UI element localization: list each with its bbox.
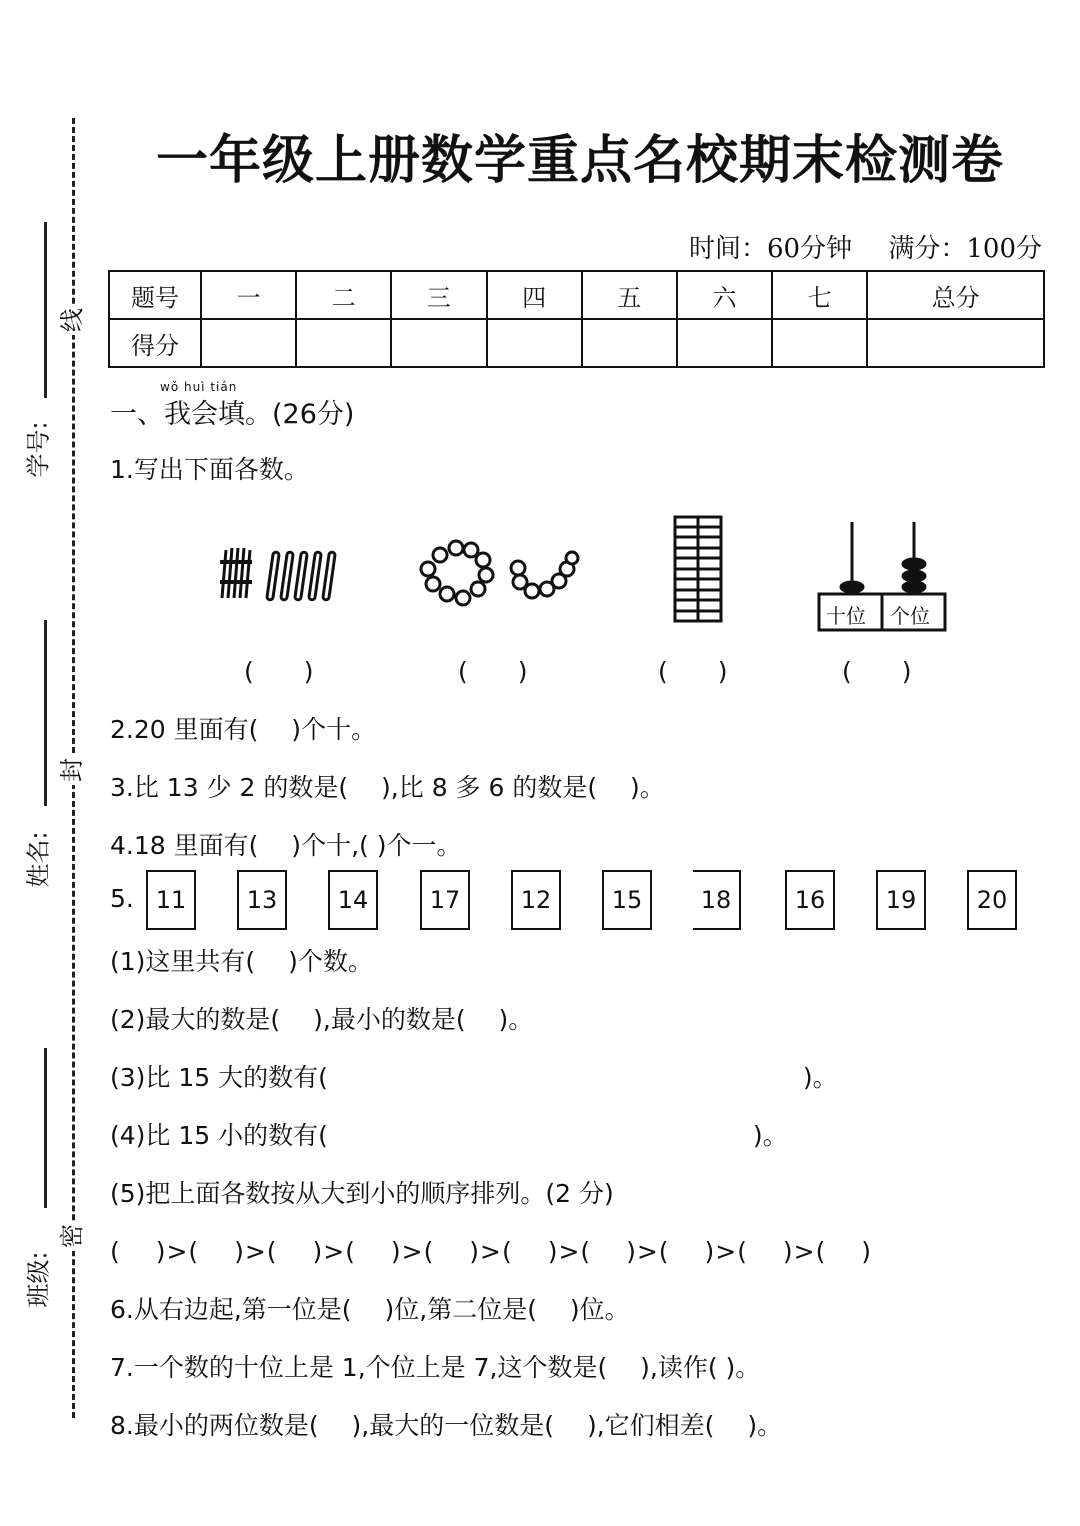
- number-card: 14: [328, 870, 378, 930]
- field-line-student-id: [44, 222, 47, 398]
- score-input-cell[interactable]: [582, 319, 677, 367]
- answer-blank[interactable]: ( ): [458, 657, 528, 686]
- abacus-label-tens: 十位: [826, 604, 866, 628]
- question-8: 8.最小的两位数是( ),最大的一位数是( ),它们相差( )。: [110, 1411, 783, 1440]
- score-input-cell[interactable]: [391, 319, 486, 367]
- score-input-cell[interactable]: [487, 319, 582, 367]
- field-label-student-id: 学号:: [24, 421, 53, 478]
- question-5-4: (4)比 15 小的数有( )。: [110, 1121, 788, 1150]
- answer-blank[interactable]: ( ): [842, 657, 912, 686]
- field-label-class: 班级:: [24, 1251, 53, 1308]
- question-3: 3.比 13 少 2 的数是( ),比 8 多 6 的数是( )。: [110, 773, 665, 802]
- score-table-cell: 三: [391, 271, 486, 319]
- score-table-cell: 五: [582, 271, 677, 319]
- score-table-cell: 六: [677, 271, 772, 319]
- question-5-3: (3)比 15 大的数有( )。: [110, 1063, 838, 1092]
- field-line-name: [44, 620, 47, 806]
- score-table: [108, 270, 1045, 368]
- answer-blank[interactable]: ( ): [658, 657, 728, 686]
- score-input-cell[interactable]: [201, 319, 296, 367]
- question-6: 6.从右边起,第一位是( )位,第二位是( )位。: [110, 1295, 630, 1324]
- answer-blank[interactable]: ( ): [244, 657, 314, 686]
- number-card: 19: [876, 870, 926, 930]
- question-1: 1.写出下面各数。: [110, 455, 309, 484]
- exam-full-score: 满分：100分: [888, 234, 1042, 264]
- question-5-1: (1)这里共有( )个数。: [110, 947, 373, 976]
- question-5-label: 5.: [110, 884, 134, 913]
- field-line-class: [44, 1048, 47, 1208]
- question-2: 2.20 里面有( )个十。: [110, 715, 377, 744]
- counting-blocks-icon: [672, 514, 724, 624]
- exam-info: [661, 228, 1042, 265]
- number-card: 12: [511, 870, 561, 930]
- score-table-score-row: [109, 319, 1044, 367]
- question-4: 4.18 里面有( )个十,( )个一。: [110, 831, 462, 860]
- binding-word-xian: 线: [54, 305, 90, 335]
- score-input-cell[interactable]: [772, 319, 867, 367]
- number-card: 11: [146, 870, 196, 930]
- number-card: 13: [237, 870, 287, 930]
- binding-word-feng: 封: [54, 755, 90, 785]
- section-pinyin: wǒ huì tián: [160, 380, 238, 394]
- score-table-cell: 四: [487, 271, 582, 319]
- number-card: 20: [967, 870, 1017, 930]
- question-5-order-blanks[interactable]: ( )>( )>( )>( )>( )>( )>( )>( )>( )>( ): [110, 1237, 873, 1266]
- beads-icon: [416, 538, 588, 610]
- field-label-name: 姓名:: [24, 831, 53, 888]
- page-title: 一年级上册数学重点名校期末检测卷: [155, 130, 1004, 191]
- number-card: 17: [420, 870, 470, 930]
- score-table-cell: 一: [201, 271, 296, 319]
- score-table-cell: 题号: [109, 271, 201, 319]
- score-table-cell: 七: [772, 271, 867, 319]
- binding-word-mi: 密: [54, 1221, 90, 1251]
- number-card: 16: [785, 870, 835, 930]
- score-table-cell: 总分: [867, 271, 1044, 319]
- score-input-cell[interactable]: [677, 319, 772, 367]
- question-7: 7.一个数的十位上是 1,个位上是 7,这个数是( ),读作( )。: [110, 1353, 761, 1382]
- number-card: 18: [693, 870, 741, 930]
- abacus-label-ones: 个位: [890, 604, 930, 628]
- score-row-label: 得分: [109, 319, 201, 367]
- score-input-cell[interactable]: [867, 319, 1044, 367]
- number-card: 15: [602, 870, 652, 930]
- section-title: 一、我会填。(26分): [110, 399, 355, 430]
- question-5-2: (2)最大的数是( ),最小的数是( )。: [110, 1005, 534, 1034]
- exam-time: 时间：60分钟: [689, 234, 853, 264]
- question-5-5: (5)把上面各数按从大到小的顺序排列。(2 分): [110, 1179, 614, 1208]
- score-table-header-row: [109, 271, 1044, 319]
- score-table-cell: 二: [296, 271, 391, 319]
- sticks-icon: [212, 540, 352, 610]
- score-input-cell[interactable]: [296, 319, 391, 367]
